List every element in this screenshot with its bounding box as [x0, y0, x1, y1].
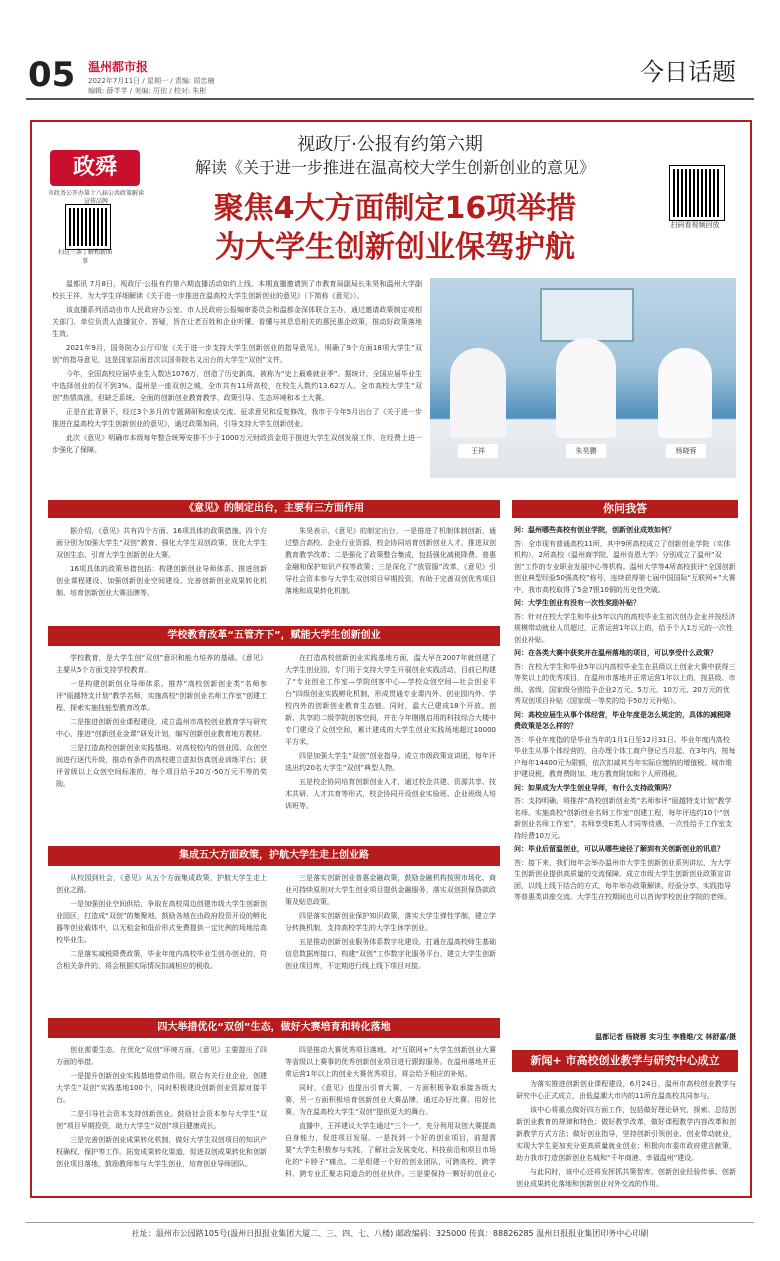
- qa-answer: 答：毕业年度指的是毕业当年的1月1日至12月31日。毕业年度内高校毕业生从事个体经营的，自办理个体工商户登记当月起，在3年内，按每户每年14400元为限额，依次扣减其当年实际应缴纳的增值税、城市维护建设税、教育费附加、地方教育附加和个人所得税。: [514, 735, 736, 778]
- news-paragraph: 为落实推进创新创业课程建设，6月24日，温州市高校创业教学与研究中心正式成立，由低温潮大市内的11所在温高校共同参与。: [516, 1080, 736, 1100]
- section-4-paragraph: 一是提升创新创业实践基地带动作用。联合有关行业企业，创建大学生“双创”实践基地100个，同时积极建设创新创业资源对接平台。: [56, 1072, 267, 1104]
- qa-answer: 答：接下来，我们每年会举办温州市大学生创新创业系列讲坛，为大学生创新创业提供高质量的交流保障。成立市级大学生创新创业政策宣讲团，以线上线下结合的方式，每年举办政策解读、经验分享、实践指导等普惠类讲座交流。大学生在校期间也可以咨询学校创业学院的老师。: [514, 858, 731, 901]
- qa-question: 问：毕业后留温创业，可以从哪些途径了解到有关创新创业的讯息？: [514, 845, 724, 853]
- person-left: [450, 348, 506, 438]
- studio-screen: [540, 288, 634, 342]
- section-4-text: [56, 1044, 496, 1192]
- qa-answer: 答：全市现有普通高校11所，其中9所高校成立了创新创业学院（实体机构），2所高校（温州商学院、温州肯恩大学）分别成立了温州“双创”工作的专业职业发展中心等机构。温州大学等4所高校获评“全国创新创业典型经验50强高校”称号，连续获得第七届中国国际“互联网+”大赛中，我市高校取得了5金7银10铜的历史性突破。: [514, 539, 736, 594]
- section-3-paragraph: 一是加强创业空间供给，争取在高校周边创建市级大学生创新创业园区，打造成“双创”的集聚地，鼓励各地在由政府投资开设的孵化器等创业载体中，以无租金和低价形式免费提供一定比例的场地给高校毕业生。: [56, 900, 267, 944]
- page-header: [0, 0, 780, 104]
- newspaper-name: 温州都市报: [88, 60, 149, 74]
- page-number: 05: [28, 55, 76, 95]
- section-title-4: 四大举措优化“双创”生态，做好大赛培育和转化落地: [48, 1018, 500, 1038]
- section-3-paragraph: 三是落实创新创业普惠金融政策，鼓励金融机构按照市场化、商业可持续原则对大学生创业项目提供金融服务，落实双创担保贷款政策及贴息政策。: [285, 874, 496, 906]
- section-1-paragraph: 16项具体的政策举措包括：构建创新创业导师体系、推进创新创业课程建设、加强创新创业空间建设、完善创新创业成果转化机制、培育创新创业大赛品牌等。: [56, 565, 267, 597]
- logo-text: 政舜: [72, 155, 117, 180]
- subtitle: 解读《关于进一步推进在温高校大学生创新创业的意见》: [194, 158, 595, 177]
- person-right: [658, 348, 712, 438]
- editor-line: 编辑: 薛芊芊 / 美编: 厉依 / 校对: 朱彬: [88, 87, 207, 95]
- qa-list: [514, 525, 736, 1030]
- news-paragraph: 该中心将重点做好四方面工作，包括做好理论研究，探索、总结创新创业教育的规律和特色；做好教学改革，做好课程教学内容改革和创新教学方式方法；做好创业指导，坚持创新引领创业、创业带动就业，实现大学生更加充分更高质量就业创业；积极向市委市政府建言献策，助力我市打造创新创业名城和“千年商港、幸福温州”建设。: [516, 1106, 736, 1162]
- section-4-paragraph: 创业需要生态，在优化“双创”环境方面，《意见》主要提出了四方面的举措。: [56, 1046, 267, 1066]
- person-center: [556, 338, 616, 438]
- name-plate: 王祥: [458, 444, 498, 458]
- kicker: 视政厅·公报有约第六期: [297, 134, 483, 155]
- news-paragraph: 与此同时，该中心还将发挥抓共策智库、创新创业经验传承、创新创业成果转化落地和创新创业对外交流的作用。: [516, 1168, 736, 1188]
- footer-text: 社址：温州市公园路105号(温州日报报业集团大厦二、三、四、七、八楼) 邮政编码：325000 传真：88826285 温州日报报业集团印务中心印刷: [131, 1229, 649, 1238]
- section-2-paragraph: 学校教育，是大学生创“双创”意识和能力培养的基础。《意见》主要从5个方面支持学校教育。: [56, 654, 267, 674]
- headline-1: 聚焦4大方面制定16项举措: [213, 191, 577, 226]
- qa-title: 你问我答: [512, 500, 738, 518]
- qa-answer: 答：针对在校大学生和毕业5年以内的高校毕业生初次创办企业并按经济规模带动就业人员超过，正常运营1年以上的，给予个人1万元的一次性创业补贴。: [514, 612, 736, 644]
- qr-left-caption: 扫这三条了解和新闻事: [57, 249, 112, 265]
- qa-question: 问：如果成为大学生创业导师，有什么支持政策吗？: [514, 783, 675, 792]
- section-2-paragraph: 二是推进创新创业课程建设，成立温州市高校创业教育学与研究中心，推进“创新创业金课”研发计划，编写创新创业教育地方教材。: [56, 718, 267, 738]
- qa-answer: 答：在校大学生和毕业5年以内高校毕业生在县级以上创业大赛中获得三等奖以上的优秀项目，在温州市落地并正常运营1年以上的，按县级、市级、省级、国家级分别给予企业2万元、5万元、10万元、20万元的优秀双创项目补贴（国家级一等奖的给予50万元补贴）。: [514, 662, 736, 705]
- intro-paragraph: 该直播系列活动由市人民政府办公室、市人民政府公报编审委员会和温都金深体联合主办，通过邀请政策制定或相关部门、单位负责人直播宣介、答疑，旨在让老百姓和企业听懂、看懂与其息息相关的惠民惠企政策，推动好政策落地生效。: [52, 306, 422, 338]
- footer-rule: [26, 1222, 754, 1223]
- name-plate: 朱昊鹏: [566, 444, 606, 458]
- news-title: 新闻+ 市高校创业教学与研究中心成立: [512, 1050, 738, 1072]
- section-title-1: 《意见》的制定出台，主要有三方面作用: [48, 500, 500, 518]
- section-2-text: [56, 652, 496, 840]
- section-3-paragraph: 二是落实减税降费政策，毕业年度内高校毕业生创办创业的，符合相关条件的，将会根据实际情况扣减相应的税收。: [56, 950, 267, 970]
- section-2-paragraph: 在打造高校创新创业实践基地方面，温大早在2007年就创建了大学生创业园，专门用于支持大学生开展创业实践活动，目前已构建了“专业创业工作室—学院创客中心—学校众创空间—社会创业平台”四级创业实践孵化机制，形成贯通专业课内外、创业园内外、学校内外的创新创业教育生态链。同时，温大已建成18个开放、创新、共享的二级学院创客空间，并在今年刚刚启用的科技综合大楼中专门建设了众创空间，累计建成的大学生创业实践场地超过10000平方米。: [285, 654, 496, 746]
- section-title-2: 学校教育改革“五管齐下”，赋能大学生创新创业: [48, 626, 500, 646]
- section-2-paragraph: 四是加强大学生“双创”创业指导。成立市级政策宣讲团，每年评选出约20名大学生“双创”典型人物。: [285, 752, 496, 772]
- intro-paragraph: 2021年9月，国务院办公厅印发《关于进一步支持大学生创新创业的指导意见》，明确了9个方面18项大学生“双创”的指导意见，这是国家层面首次以国务院名义出台的大学生“双创”文件。: [52, 344, 422, 364]
- section-2-paragraph: 五是校企协同培育创新创业人才，通过校企共建、资源共享、技术共研、人才共育等形式，校企协同开设创业实验班、企业班级人培训班等。: [285, 778, 496, 810]
- section-3-text: [56, 872, 496, 1012]
- column-title: 今日话题: [640, 58, 736, 86]
- section-1-paragraph: 据介绍，《意见》共有四个方面、16项具体的政策措施。四个方面分别为加强大学生“双创”教育、强化大学生双创政策、优化大学生双创生态、引育大学生创新创业大赛。: [56, 527, 267, 559]
- logo-caption: 市政务公开办第十八届公共政策解读宣传品牌: [47, 190, 144, 205]
- intro-paragraph: 正是在此背景下，经过3个多月的专题调研和座谈交流、征求意见和反复修改，我市于今年5月出台了《关于进一步推进在温高校大学生创新创业的意见》，通过政策加码，引导支持大学生创新创业。: [52, 408, 422, 428]
- qa-question: 问：高校应届生从事个体经营，毕业年度是怎么规定的，具体的减税降费政策是怎么样的？: [514, 710, 731, 730]
- section-3-paragraph: 四是落实创新创业保护知识政策，落实大学生弹性学制，建立学分转换机制，支持高校学生的大学生休学创业。: [285, 912, 496, 932]
- section-4-paragraph: 四是推动大赛优秀项目落地。对“互联网+”大学生创新创业大赛等省级以上赛事的优秀创新创业项目进行跟踪服务。在温州落地并正常运营1年以上的创业大赛优秀项目，将会给予相应的补贴。: [285, 1046, 496, 1078]
- section-1-paragraph: 朱昊表示，《意见》的制定出台，一是推进了机制体制创新，通过整合高校、企业行业资源，校企协同培育创新创业人才，推进双创教育教学改革；二是强化了政策整合集成，包括强化减税降费、普惠金融和保护知识产权等政策；三是深化了“放管服”改革，《意见》引导社会资本参与大学生双创项目早期投资，有助于完善双创优秀项目落地和成果转化机制。: [285, 527, 496, 595]
- qr-code-right[interactable]: [670, 166, 724, 220]
- section-4-paragraph: 直播中，王祥建议大学生通过“三个一”，充分利用双创大赛提高自身能力，促进项目发展。一是找到一个好的创业项目，前提需要“大学生积极参与实践，了解社会发展变化、科技前沿和项目市场化的“卡脖子”痛点。二是组建一个好的创业团队，可跨高校、跨学科、跨专业汇聚志同道合的创业伙伴。三是要保持一颗好的创业心: [285, 1122, 496, 1178]
- qa-question: 问：大学生创业有没有一次性奖励补贴？: [514, 599, 640, 607]
- section-4-paragraph: 同时，《意见》也提出引育大赛，一方面积极争取承接各级大赛，另一方面积极培育创新创业大赛品牌，通过办好比赛、用好比赛，为在温高校大学生“双创”提供更大的舞台。: [285, 1084, 496, 1116]
- byline: 温都记者 杨晓蓉 实习生 李雅维/文 林舒嘉/摄: [595, 1033, 736, 1041]
- issue-date-line: 2022年7月11日 / 星期一 / 责编: 周忠楠: [88, 77, 215, 85]
- studio-photo: [430, 278, 736, 478]
- logo-mark: [50, 150, 140, 186]
- intro-paragraph: 此次《意见》明确市本级每年整合统筹安排不少于1000万元财政资金用于推进大学生双创发展工作，在经费上进一步强化了保障。: [52, 434, 422, 454]
- section-title-3: 集成五大方面政策，护航大学生走上创业路: [48, 846, 500, 866]
- section-2-paragraph: 一是构建创新创业导师体系。推荐“高校创新创业类”名师参评“瓯越特支计划”教学名师，实施高校“创新创业名师工作室”创建工程，探索实施技能型教育改革。: [56, 680, 267, 712]
- qr-code-left[interactable]: [66, 205, 110, 249]
- name-plate: 杨晓蓉: [666, 444, 706, 458]
- section-4-paragraph: 二是引导社会资本支持创新创业。鼓励社会资本参与大学生“双创”项目早期投资，助力大学生“双创”项目健康成长。: [56, 1110, 267, 1130]
- section-3-paragraph: 从校园到社会，《意见》从五个方面集成政策，护航大学生走上创业之路。: [56, 874, 267, 894]
- qa-question: 问：在各类大赛中获奖并在温州落地的项目，可以享受什么政策？: [514, 649, 717, 657]
- section-2-paragraph: 三是打造高校创新创业实践基地。对高校校内的创业园、众创空间进行逐代升级，推动有条件的高校建立虚拟仿真创业训练平台；获评省级以上众创空间标准的，每个项目给予20万-50万元不等的奖励。: [56, 744, 267, 788]
- headline-2: 为大学生创新创业保驾护航: [215, 230, 575, 265]
- intro-paragraph: 温都讯 7月8日，视政厅·公报有约第六期直播活动如约上线。本期直播邀请到了市教育局副局长朱昊和温州大学副校长王祥，为大学生详细解读《关于进一步推进在温高校大学生创新创业的意见》（下简称《意见》）。: [52, 280, 422, 300]
- intro-text: [52, 278, 422, 478]
- news-text: [516, 1078, 736, 1192]
- header-rule: [26, 98, 754, 100]
- section-1-text: [56, 525, 496, 620]
- qr-right-caption: 扫码看视频回放: [670, 221, 720, 229]
- intro-paragraph: 今年，全国高校应届毕业生人数达1076万，创造了历史新高，被称为“史上最难就业季”。据统计，全国应届毕业生中选择创业的仅不到3%。温州是一座双创之城，全市共有11所高校，在校生人数约13.62万人。全市高校大学生“双创”热情高涨，但缺乏系统、全面的创新创业教育教学、政策引导、生态环境和本土大赛。: [52, 370, 422, 402]
- qa-answer: 答：支持明确，将推荐“高校创新创业类”名师参评“瓯越特支计划”教学名师。实施高校“创新创业名师工作室”创建工程，每年评选约10个“创新创业名师工作室”，名师享受E类人才同等待遇，一次性给予工作室支持经费10万元。: [514, 797, 733, 840]
- qa-question: 问：温州哪些高校有创业学院，创新创业成效如何？: [514, 526, 675, 534]
- section-4-paragraph: 三是完善创新创业成果转化机制，做好大学生双创项目的知识产权确权、保护等工作。拓宽成果转化渠道，促进双创成果转化和创新创业项目落地，鼓励教师参与大学生创业，培育创业导师团队。: [56, 1136, 267, 1168]
- section-3-paragraph: 五是推动创新创业服务体系数字化建设，打通在温高校师生基础信息数据库接口，构建“双创”工作数字化服务平台，建立大学生创新创业项目库，不定期进行线上线下项目对接。: [285, 938, 496, 970]
